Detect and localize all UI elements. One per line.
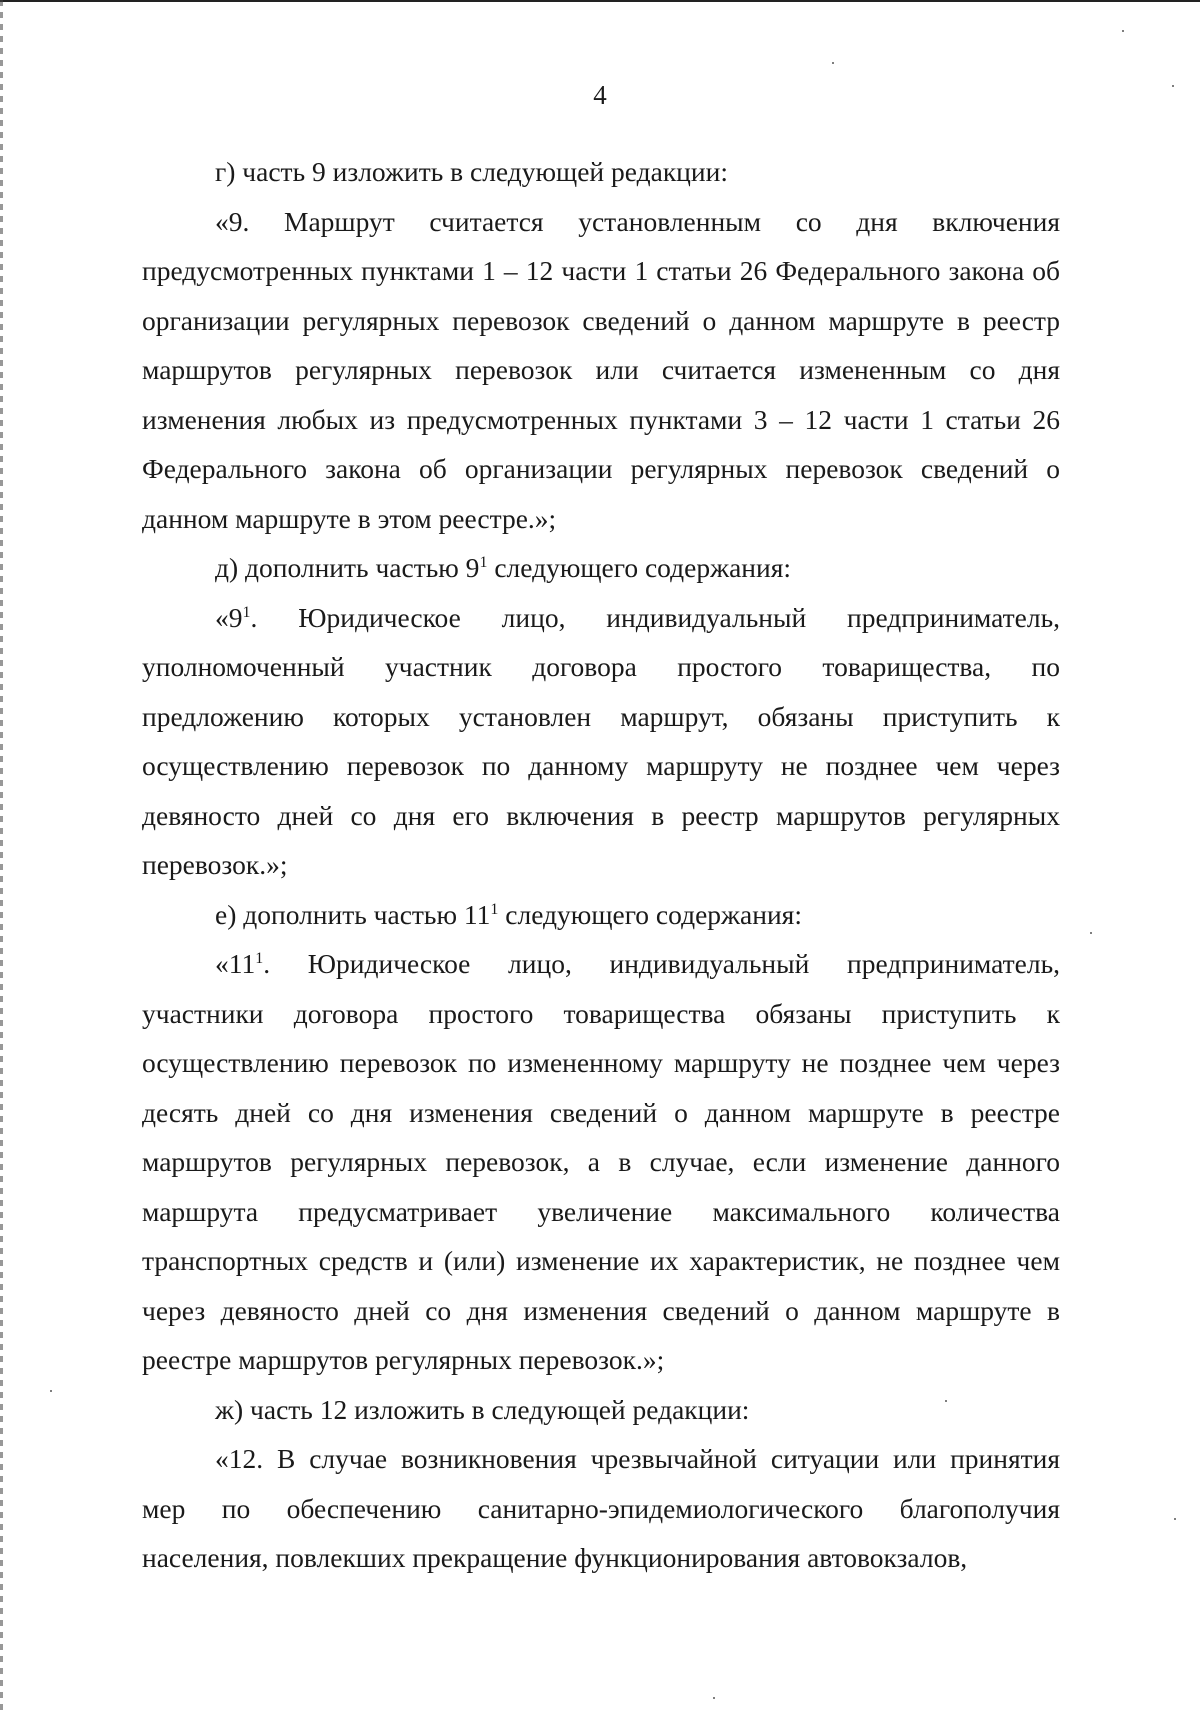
- superscript: 1: [255, 949, 264, 967]
- paragraph-item-zh: ж) часть 12 изложить в следующей редакции:: [215, 1393, 750, 1425]
- superscript: 1: [490, 900, 499, 918]
- paragraph-item-d-text-end: следующего содержания:: [487, 552, 792, 583]
- paragraph-part-11-1-start: «11: [215, 948, 256, 979]
- superscript: 1: [479, 553, 488, 571]
- scan-speck: [1090, 932, 1092, 934]
- scan-speck: [1172, 85, 1174, 87]
- paragraph-part-11-1-text: [142, 939, 1060, 1385]
- scan-speck: [713, 1697, 715, 1699]
- scan-top-border: [0, 0, 1200, 2]
- scan-left-edge: [0, 0, 3, 1711]
- scan-speck: [50, 1390, 52, 1392]
- paragraph-item-e-text: е) дополнить частью 11: [215, 898, 491, 930]
- paragraph-part-9-text: «9. Маршрут считается установленным со дня включения предусмотренных пунктами 1 – 12 части 1 статьи 26 Федерального закона об организации регулярных перевозок сведений о данном маршруте в реестр маршрутов регулярных перевозок или считается измененным со дня изменения любых из предусмотренных пунктами 3 – 12 части 1 статьи 26 Федерального закона об организации регулярных перевозок сведений о данном маршруте в этом реестре.»;: [142, 205, 1060, 534]
- superscript: 1: [242, 603, 251, 621]
- paragraph-part-9-1-rest: . Юридическое лицо, индивидуальный предприниматель, уполномоченный участник договора простого товарищества, по предложению которых установлен маршрут, обязаны приступить к осуществлению перевозок по данному маршруту не позднее чем через девяносто дней со дня его включения в реестр маршрутов регулярных перевозок.»;: [142, 601, 1060, 880]
- paragraph-item-d: [142, 543, 1060, 593]
- page-number: 4: [593, 80, 607, 110]
- scan-speck: [1174, 1518, 1176, 1520]
- scan-speck: [832, 62, 834, 64]
- paragraph-item-g: г) часть 9 изложить в следующей редакции:: [215, 156, 728, 187]
- paragraph-item-e-text-end: следующего содержания:: [498, 898, 802, 930]
- document-body: [142, 147, 1060, 1583]
- paragraph-item-e: [142, 890, 1060, 940]
- scan-speck: [945, 1400, 947, 1402]
- paragraph-item-d-text: д) дополнить частью 9: [215, 552, 480, 583]
- paragraph-part-11-1-rest: . Юридическое лицо, индивидуальный предприниматель, участники договора простого товарищества обязаны приступить к осуществлению перевозок по измененному маршруту не позднее чем через десять дней со дня изменения сведений о данном маршруте в реестре маршрутов регулярных перевозок, а в случае, если изменение данного маршрута предусматривает увеличение максимального количества транспортных средств и (или) изменение их характеристик, не позднее чем через девяносто дней со дня изменения сведений о данном маршруте в реестре маршрутов регулярных перевозок.»;: [142, 948, 1060, 1375]
- scan-speck: [1122, 30, 1124, 32]
- paragraph-part-9-1-text: [142, 593, 1060, 890]
- paragraph-part-9-1-start: «9: [215, 601, 243, 633]
- paragraph-part-12-text: «12. В случае возникновения чрезвычайной ситуации или принятия мер по обеспечению санитарно-эпидемиологического благополучия населения, повлекших прекращение функционирования автовокзалов,: [142, 1443, 1060, 1573]
